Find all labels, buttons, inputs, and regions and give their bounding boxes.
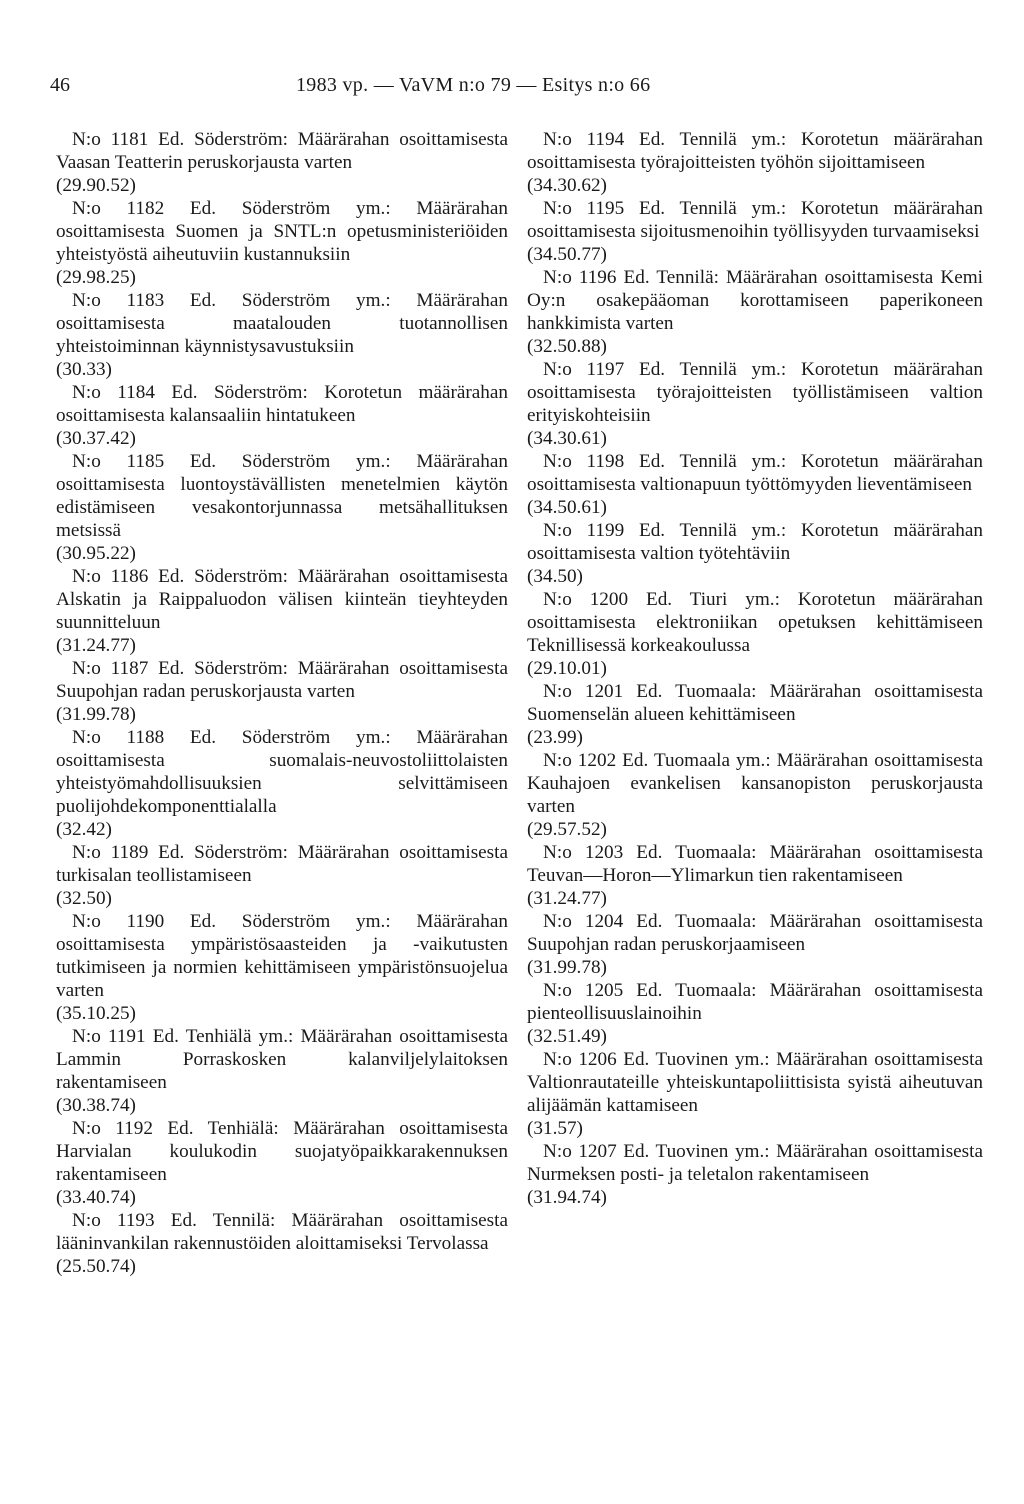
motion-text: N:o 1192 Ed. Tenhiälä: Määrärahan osoittamisesta Harvialan koulukodin suojatyöpaikkarakennuksen rakentamiseen [56,1118,508,1185]
motion-text: N:o 1188 Ed. Söderström ym.: Määrärahan osoittamisesta suomalais-neuvostoliittolaisten yhteistyömahdollisuuksien selvittämiseen puolijohdekomponenttialalla [56,727,508,817]
budget-reference: (34.50) [527,566,583,587]
motion-text: N:o 1195 Ed. Tennilä ym.: Korotetun määrärahan osoittamisesta sijoitusmenoihin työllisyyden turvaamiseksi [527,198,983,242]
motion-entry [56,1117,508,1209]
motion-text: N:o 1202 Ed. Tuomaala ym.: Määrärahan osoittamisesta Kauhajoen evankelisen kansanopiston peruskorjausta varten [527,750,983,817]
motion-entry [56,565,508,657]
motion-entry [56,657,508,726]
budget-reference: (34.50.61) [527,497,607,518]
motion-text: N:o 1186 Ed. Söderström: Määrärahan osoittamisesta Alskatin ja Raippaluodon välisen kiinteän tieyhteyden suunnitteluun [56,566,508,633]
budget-reference: (31.94.74) [527,1187,607,1208]
budget-reference: (31.99.78) [527,957,607,978]
motion-entry [56,910,508,1025]
motion-entry [56,726,508,841]
budget-reference: (30.37.42) [56,428,136,449]
motion-entry [527,128,983,197]
budget-reference: (30.38.74) [56,1095,136,1116]
motion-entry [527,680,983,749]
budget-reference: (35.10.25) [56,1003,136,1024]
motion-text: N:o 1206 Ed. Tuovinen ym.: Määrärahan osoittamisesta Valtionrautateille yhteiskuntapoliittisista syistä aiheutuvan alijäämän kattamiseen [527,1049,983,1116]
motion-text: N:o 1197 Ed. Tennilä ym.: Korotetun määrärahan osoittamisesta työrajoitteisten työllistämiseen valtion erityiskohteisiin [527,359,983,426]
motion-text: N:o 1207 Ed. Tuovinen ym.: Määrärahan osoittamisesta Nurmeksen posti- ja teletalon rakentamiseen [527,1141,983,1185]
motion-text: N:o 1190 Ed. Söderström ym.: Määrärahan osoittamisesta ympäristösaasteiden ja -vaikutusten tutkimiseen ja normien kehittämiseen ympäristönsuojelua varten [56,911,508,1001]
budget-reference: (31.24.77) [56,635,136,656]
motion-entry [527,1048,983,1140]
page-header [0,74,1024,104]
motion-text: N:o 1187 Ed. Söderström: Määrärahan osoittamisesta Suupohjan radan peruskorjausta varten [56,658,508,702]
budget-reference: (34.30.61) [527,428,607,449]
budget-reference: (29.10.01) [527,658,607,679]
budget-reference: (34.50.77) [527,244,607,265]
motion-entry [527,450,983,519]
motion-text: N:o 1196 Ed. Tennilä: Määrärahan osoittamisesta Kemi Oy:n osakepääoman korottamiseen paperikoneen hankkimista varten [527,267,983,334]
motion-entry [56,841,508,910]
motion-text: N:o 1203 Ed. Tuomaala: Määrärahan osoittamisesta Teuvan—Horon—Ylimarkun tien rakentamiseen [527,842,983,886]
budget-reference: (30.33) [56,359,112,380]
motion-entry [56,1209,508,1278]
motion-entry [527,266,983,358]
motion-entry [56,289,508,381]
motion-text: N:o 1191 Ed. Tenhiälä ym.: Määrärahan osoittamisesta Lammin Porraskosken kalanviljelylaitoksen rakentamiseen [56,1026,508,1093]
motion-text: N:o 1185 Ed. Söderström ym.: Määrärahan osoittamisesta luontoystävällisten menetelmien käytön edistämiseen vesakontorjunnassa metsähallituksen metsissä [56,451,508,541]
right-column [527,128,983,1209]
running-head: 1983 vp. — VaVM n:o 79 — Esitys n:o 66 [296,74,651,96]
motion-entry [527,979,983,1048]
motion-entry [527,197,983,266]
motion-entry [56,381,508,450]
motion-text: N:o 1198 Ed. Tennilä ym.: Korotetun määrärahan osoittamisesta valtionapuun työttömyyden lieventämiseen [527,451,983,495]
motion-entry [56,128,508,197]
motion-text: N:o 1199 Ed. Tennilä ym.: Korotetun määrärahan osoittamisesta valtion työtehtäviin [527,520,983,564]
budget-reference: (30.95.22) [56,543,136,564]
budget-reference: (29.98.25) [56,267,136,288]
motion-entry [56,450,508,565]
page-number: 46 [50,74,70,96]
motion-text: N:o 1200 Ed. Tiuri ym.: Korotetun määrärahan osoittamisesta elektroniikan opetuksen kehittämiseen Teknillisessä korkeakoulussa [527,589,983,656]
budget-reference: (32.50.88) [527,336,607,357]
motion-text: N:o 1184 Ed. Söderström: Korotetun määrärahan osoittamisesta kalansaaliin hintatukeen [56,382,508,426]
budget-reference: (31.57) [527,1118,583,1139]
budget-reference: (32.50) [56,888,112,909]
motion-text: N:o 1201 Ed. Tuomaala: Määrärahan osoittamisesta Suomenselän alueen kehittämiseen [527,681,983,725]
motion-entry [527,841,983,910]
budget-reference: (34.30.62) [527,175,607,196]
budget-reference: (25.50.74) [56,1256,136,1277]
motion-entry [527,588,983,680]
motion-entry [527,910,983,979]
budget-reference: (32.42) [56,819,112,840]
budget-reference: (31.24.77) [527,888,607,909]
budget-reference: (33.40.74) [56,1187,136,1208]
motion-text: N:o 1204 Ed. Tuomaala: Määrärahan osoittamisesta Suupohjan radan peruskorjaamiseen [527,911,983,955]
motion-entry [56,197,508,289]
motion-text: N:o 1205 Ed. Tuomaala: Määrärahan osoittamisesta pienteollisuuslainoihin [527,980,983,1024]
motion-text: N:o 1194 Ed. Tennilä ym.: Korotetun määrärahan osoittamisesta työrajoitteisten työhön sijoittamiseen [527,129,983,173]
motion-entry [527,358,983,450]
left-column [56,128,508,1278]
budget-reference: (31.99.78) [56,704,136,725]
motion-entry [527,1140,983,1209]
motion-entry [527,749,983,841]
motion-text: N:o 1183 Ed. Söderström ym.: Määrärahan osoittamisesta maatalouden tuotannollisen yhteistoiminnan käynnistysavustuksiin [56,290,508,357]
motion-text: N:o 1182 Ed. Söderström ym.: Määrärahan osoittamisesta Suomen ja SNTL:n opetusministeriöiden yhteistyöstä aiheutuviin kustannuksiin [56,198,508,265]
motion-entry [56,1025,508,1117]
budget-reference: (29.57.52) [527,819,607,840]
budget-reference: (32.51.49) [527,1026,607,1047]
motion-text: N:o 1193 Ed. Tennilä: Määrärahan osoittamisesta lääninvankilan rakennustöiden aloittamiseksi Tervolassa [56,1210,508,1254]
motion-text: N:o 1189 Ed. Söderström: Määrärahan osoittamisesta turkisalan teollistamiseen [56,842,508,886]
budget-reference: (29.90.52) [56,175,136,196]
motion-text: N:o 1181 Ed. Söderström: Määrärahan osoittamisesta Vaasan Teatterin peruskorjausta varten [56,129,508,173]
motion-entry [527,519,983,588]
budget-reference: (23.99) [527,727,583,748]
